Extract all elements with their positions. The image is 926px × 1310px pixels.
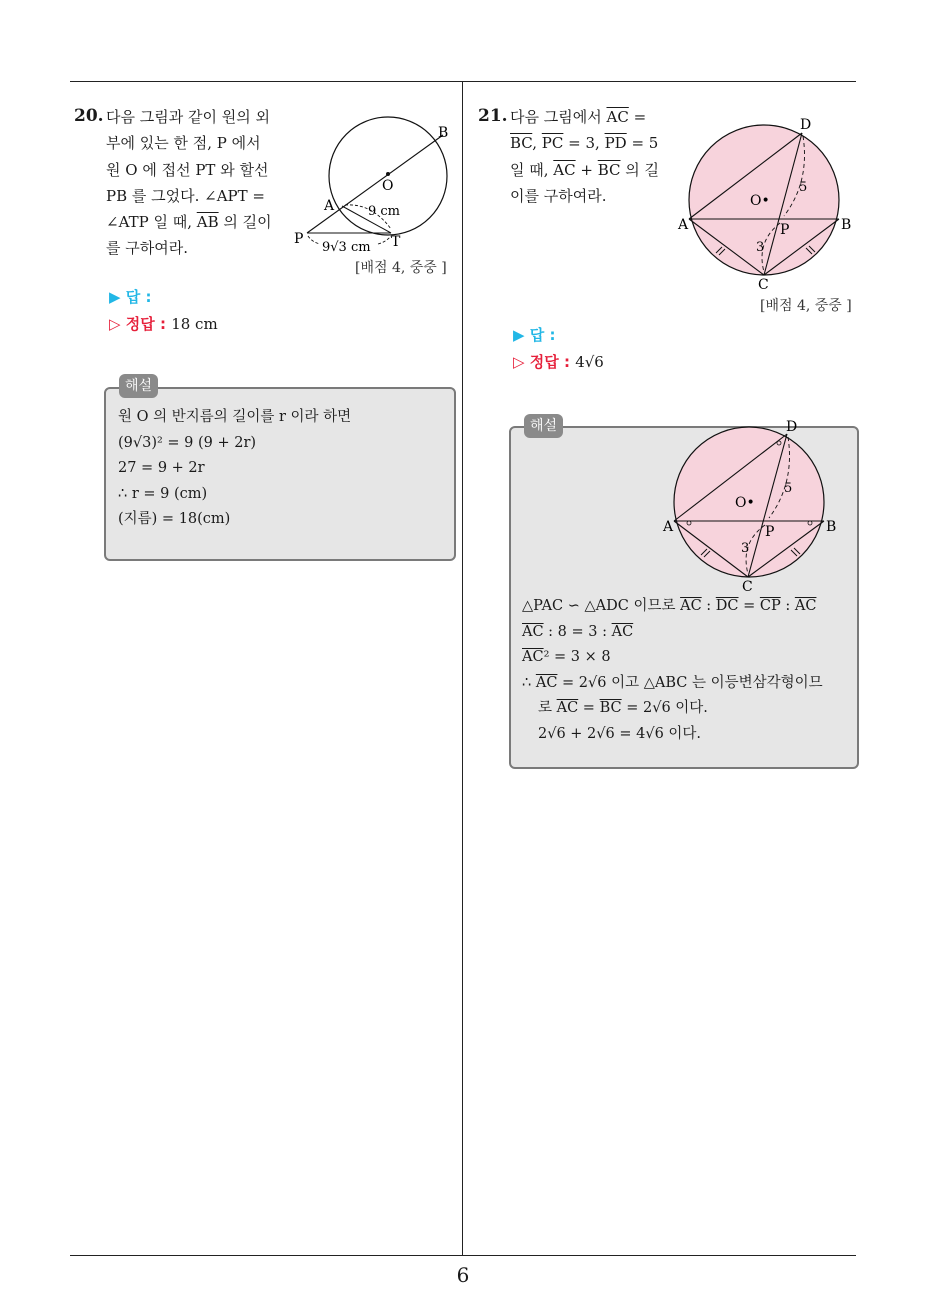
q20-figure [290, 108, 460, 256]
q20-line: PB 를 그었다. ∠APT = [106, 186, 265, 205]
q21-line: 이를 구하여라. [510, 186, 607, 205]
q20-solution-line: 27 = 9 + 2r [118, 460, 205, 476]
q21-solution-line: 2√6 + 2√6 = 4√6 이다. [538, 725, 702, 742]
q21-solution-line: $\overline{AC}$ : 8 = 3 : $\overline{AC}$ [522, 623, 634, 640]
page-number: 6 [456, 1263, 470, 1287]
q21-correct-answer: ▷ 정답 : 4√6 [513, 353, 604, 371]
q20-solution-lines [118, 405, 351, 533]
q20-line: 를 구하여라. [106, 239, 188, 258]
q21-solution-figure [662, 417, 847, 595]
q20-label-O: O [382, 178, 394, 194]
q21-sol-label-P: P [765, 524, 775, 540]
q20-label-A: A [324, 198, 335, 214]
q21-solution-line: 로 $\overline{AC} = \overline{BC} = 2√6$ 이다. [538, 700, 708, 716]
q21-sol-label-D: D [786, 419, 798, 435]
q21-solution-line: △PAC ∽ △ADC 이므로 $\overline{AC}$ : $\overline{DC} = \overline{CP}$ : $\overline{AC}$ [522, 598, 817, 614]
q20-line: ∠ATP 일 때, $\overline{AB}$ 의 길이 [106, 213, 272, 232]
q21-sol-len-PD: 5 [784, 481, 793, 496]
q20-line: 원 O 에 접선 PT 와 할선 [106, 160, 269, 179]
q21-number: 21. [478, 106, 508, 126]
q20-line: 부에 있는 한 점, P 에서 [106, 134, 261, 153]
q21-line: 다음 그림에서 $\overline{AC}$ = [510, 108, 647, 126]
q21-solution-lines [522, 594, 823, 747]
q21-score: [배점 4, 중중 ] [760, 298, 852, 314]
q20-text [106, 104, 272, 262]
q21-len-PD: 5 [799, 180, 808, 195]
q21-len-PC: 3 [756, 240, 765, 255]
q20-correct-answer: ▷ 정답 : 18 cm [109, 315, 218, 333]
q21-solution-line: $\overline{AC}^2 = 3 \times 8$ [522, 649, 611, 665]
q21-solution-line: ∴ $\overline{AC} = 2√6$ 이고 △ABC 는 이등변삼각형이므 [522, 674, 823, 691]
q20-solution-line: ∴ r = 9 (cm) [118, 485, 208, 502]
q21-label-C: C [758, 277, 769, 292]
q20-label-B: B [438, 125, 449, 141]
q21-label-P: P [780, 222, 790, 238]
top-rule [70, 81, 856, 82]
q21-line: 일 때, $\overline{AC} + \overline{BC}$ 의 길 [510, 160, 660, 179]
q20-line: 다음 그림과 같이 원의 외 [106, 108, 270, 126]
q20-solution-tab: 해설 [119, 374, 158, 398]
q21-label-B: B [841, 217, 852, 233]
q20-len-PT: 9√3 cm [322, 240, 371, 255]
q21-sol-label-A: A [663, 519, 674, 535]
bottom-rule [70, 1255, 856, 1256]
q21-sol-label-B: B [826, 519, 837, 535]
q21-sol-label-O: O• [735, 495, 755, 511]
q20-solution-line: 원 O 의 반지름의 길이를 r 이라 하면 [118, 409, 352, 425]
q21-figure [676, 112, 861, 292]
q21-answer-label: ▶ 답 : [513, 326, 556, 344]
q21-sol-len-PC: 3 [741, 541, 750, 556]
q20-solution-line: (9√3)² = 9 (9 + 2r) [118, 434, 257, 451]
q21-label-O: O• [750, 193, 770, 209]
q21-label-D: D [800, 117, 812, 133]
q21-line: $\overline{BC}$, $\overline{PC} = 3$, $\overline{PD} = 5$ [510, 134, 659, 153]
q21-solution-tab: 해설 [524, 414, 563, 438]
q20-label-P: P [294, 231, 304, 247]
q20-label-T: T [391, 234, 401, 250]
q20-score: [배점 4, 중중 ] [355, 260, 447, 276]
q21-text [510, 104, 659, 209]
q20-answer-label: ▶ 답 : [109, 288, 152, 306]
q20-number: 20. [74, 106, 104, 126]
q21-label-A: A [678, 217, 689, 233]
column-divider [462, 81, 463, 1256]
q20-len-AT: 9 cm [368, 204, 401, 219]
q21-sol-label-C: C [742, 579, 753, 595]
q20-solution-line: (지름) = 18(cm) [118, 511, 231, 527]
